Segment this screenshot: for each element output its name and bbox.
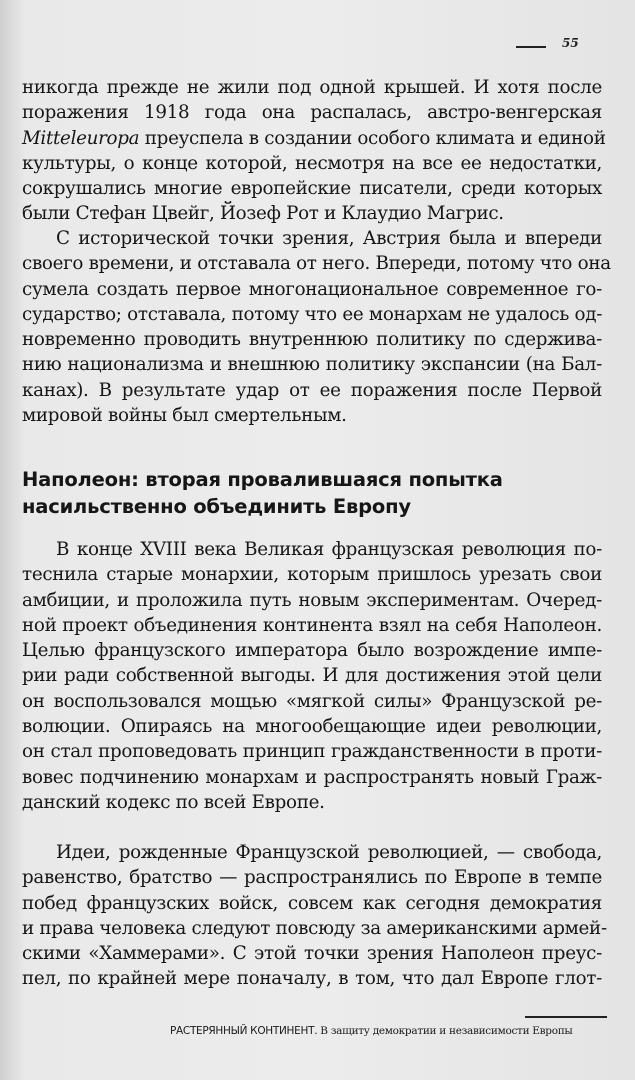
text-line: нию национализма и внешнюю политику экспансии (на Бал- bbox=[22, 354, 602, 376]
paragraph-4 bbox=[22, 840, 607, 992]
text-line: рии ради собственной выгоды. И для достижения этой цели bbox=[22, 665, 602, 687]
text-line: Целью французского императора было возрождение импе- bbox=[22, 640, 602, 662]
text-line: Идеи, рожденные Французской революцией, — свобода, bbox=[56, 842, 602, 863]
paragraph-2 bbox=[22, 226, 611, 428]
text-line: скими «Хаммерами». С этой точки зрения Наполеон преус- bbox=[22, 943, 602, 965]
text-line: культуры, о конце которой, несмотря на все ее недостатки, bbox=[22, 152, 602, 174]
header-rule bbox=[516, 46, 546, 48]
text-line: сумела создать первое многонациональное современное го- bbox=[22, 278, 602, 300]
text-line: равенство, братство — распространялись по Европе в темпе bbox=[22, 867, 602, 889]
text-line: мировой войны был смертельным. bbox=[22, 405, 347, 427]
text-line: волюции. Опираясь на многообещающие идеи революции, bbox=[22, 716, 602, 738]
text-line: канах). В результате удар от ее поражения после Первой bbox=[22, 379, 602, 401]
page-number: 55 bbox=[562, 36, 579, 50]
section-heading-line: Наполеон: вторая провалившаяся попытка bbox=[22, 468, 503, 491]
paragraph-1 bbox=[22, 75, 606, 227]
text-line: поражения 1918 года она распалась, австро-венгерская bbox=[22, 102, 602, 124]
section-heading bbox=[22, 466, 602, 520]
text-line: он стал проповедовать принцип гражданственности в проти- bbox=[22, 741, 602, 763]
text-line: были Стефан Цвейг, Йозеф Рот и Клаудио Магрис. bbox=[22, 203, 504, 225]
text-line: своего времени, и отставала от него. Впереди, потому что она bbox=[22, 253, 611, 275]
text-line: данский кодекс по всей Европе. bbox=[22, 791, 325, 813]
text-line: пел, по крайней мере поначалу, в том, что дал Европе глот- bbox=[22, 968, 602, 990]
footer-book-title: РАСТЕРЯННЫЙ КОНТИНЕНТ. bbox=[170, 1025, 318, 1037]
text-line: вовес подчинению монархам и распространять новый Граж- bbox=[22, 766, 602, 788]
text-line: амбиции, и проложила путь новым экспериментам. Очеред- bbox=[22, 589, 602, 611]
text-line: сокрушались многие европейские писатели, среди которых bbox=[22, 178, 602, 200]
text-line: он воспользовался мощью «мягкой силы» Французской ре- bbox=[22, 690, 602, 712]
text-line: ной проект объединения континента взял на себя Наполеон. bbox=[22, 614, 602, 636]
text-line-italic-term bbox=[22, 126, 606, 151]
text-line: теснила старые монархии, которым пришлось урезать свои bbox=[22, 564, 602, 586]
text-line: новременно проводить внутреннюю политику по сдерживa- bbox=[22, 329, 602, 351]
text-line: побед французских войск, совсем как сегодня демократия bbox=[22, 892, 602, 914]
text-line-rest: преуспела в создании особого климата и единой bbox=[139, 127, 606, 149]
footer-rule bbox=[525, 1016, 607, 1018]
text-line: С исторической точки зрения, Австрия была и впереди bbox=[56, 228, 602, 249]
text-line: В конце XVIII века Великая французская революция по- bbox=[56, 539, 602, 560]
italic-term: Mitteleuropa bbox=[22, 127, 140, 149]
footer-subtitle: В защиту демократии и независимости Европы bbox=[320, 1025, 573, 1037]
paragraph-3 bbox=[22, 537, 602, 815]
text-line: и права человека следуют повсюду за американскими армей- bbox=[22, 917, 607, 939]
section-heading-line: насильственно объединить Европу bbox=[22, 495, 411, 518]
text-line: никогда прежде не жили под одной крышей. И хотя после bbox=[22, 77, 602, 98]
running-footer bbox=[170, 1025, 610, 1037]
text-line: сударство; отставала, потому что ее монархам не удалось од- bbox=[22, 303, 603, 325]
